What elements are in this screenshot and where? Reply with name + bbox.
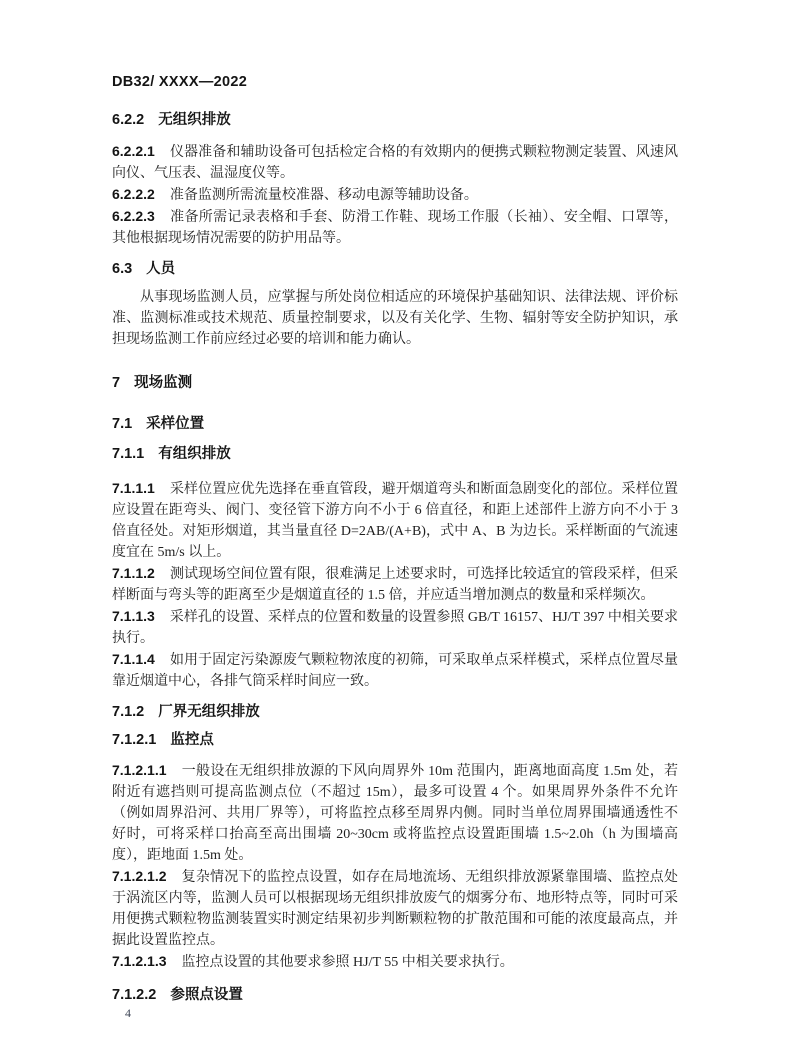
clause-paragraph-7-1-1-4	[112, 649, 678, 692]
section-number: 6.3	[112, 261, 133, 277]
clause-paragraph-6-2-2-2	[112, 184, 678, 206]
clause-number: 7.1.2.1.1	[112, 762, 167, 778]
section-heading-6-2-2	[112, 110, 678, 131]
clause-number: 7.1.1.2	[112, 565, 155, 581]
chapter-number: 7	[112, 375, 121, 391]
clause-text: 采样位置应优先选择在垂直管段，避开烟道弯头和断面急剧变化的部位。采样位置应设置在距弯头、阀门、变径管下游方向不小于 6 倍直径，和距上述部件上游方向不小于 3 倍直径处。对矩形烟道，其当量直径 D=2AB/(A+B)，式中 A、B 为边长。采样断面的气流速度宜在 5m/s 以上。	[112, 482, 678, 560]
section-heading-7-1-1	[112, 444, 678, 465]
clause-paragraph-6-2-2-3	[112, 206, 678, 249]
clause-text: 测试现场空间位置有限，很难满足上述要求时，可选择比较适宜的管段采样，但采样断面与弯头等的距离至少是烟道直径的 1.5 倍，并应适当增加测点的数量和采样频次。	[112, 567, 678, 603]
clause-text: 如用于固定污染源废气颗粒物浓度的初筛，可采取单点采样模式，采样点位置尽量靠近烟道中心，各排气筒采样时间应一致。	[112, 653, 678, 689]
clause-number: 7.1.1.4	[112, 651, 155, 667]
clause-text: 监控点设置的其他要求参照 HJ/T 55 中相关要求执行。	[181, 955, 514, 970]
section-number: 7.1.2	[112, 704, 145, 720]
clause-text: 准备监测所需流量校准器、移动电源等辅助设备。	[169, 188, 478, 203]
section-number: 7.1.2.2	[112, 987, 157, 1003]
chapter-heading-7	[112, 373, 678, 394]
section-heading-7-1-2-2	[112, 985, 678, 1006]
section-number: 6.2.2	[112, 112, 145, 128]
clause-text: 准备所需记录表格和手套、防滑工作鞋、现场工作服（长袖）、安全帽、口罩等，其他根据现场情况需要的防护用品等。	[112, 210, 678, 246]
clause-number: 6.2.2.3	[112, 208, 155, 224]
clause-paragraph-7-1-1-1	[112, 478, 678, 563]
clause-number: 7.1.1.1	[112, 480, 155, 496]
section-title: 采样位置	[146, 416, 205, 432]
clause-paragraph-7-1-2-1-2	[112, 866, 678, 951]
clause-number: 6.2.2.1	[112, 143, 155, 159]
clause-number: 7.1.2.1.2	[112, 868, 167, 884]
page-content	[112, 72, 678, 1006]
section-heading-7-1	[112, 414, 678, 435]
clause-text: 仪器准备和辅助设备可包括检定合格的有效期内的便携式颗粒物测定装置、风速风向仪、气压表、温湿度仪等。	[112, 145, 678, 181]
section-number: 7.1.1	[112, 446, 145, 462]
clause-text: 一般设在无组织排放源的下风向周界外 10m 范围内，距离地面高度 1.5m 处，若附近有遮挡则可提高监测点位（不超过 15m），最多可设置 4 个。如果周界外条件不允许（例如周界沿河、共用厂界等），可将监控点移至周界内侧。同时当单位周界围墙通透性不好时，可将采样口抬高至高出围墙 20~30cm 或将监控点设置距围墙 1.5~2.0h（h 为围墙高度），距地面 1.5m 处。	[112, 764, 678, 863]
clause-number: 7.1.1.3	[112, 608, 155, 624]
section-number: 7.1.2.1	[112, 732, 157, 748]
running-header-doc-code: DB32/ XXXX—2022	[112, 74, 248, 90]
section-title: 有组织排放	[158, 446, 231, 462]
section-title: 人员	[146, 261, 176, 277]
section-heading-7-1-2-1	[112, 730, 678, 751]
clause-number: 7.1.2.1.3	[112, 953, 167, 969]
clause-number: 6.2.2.2	[112, 186, 155, 202]
clause-text: 复杂情况下的监控点设置，如存在局地流场、无组织排放源紧靠围墙、监控点处于涡流区内等，监测人员可以根据现场无组织排放废气的烟雾分布、地形特点等，同时可采用便携式颗粒物监测装置实时测定结果初步判断颗粒物的扩散范围和可能的浓度最高点，并据此设置监控点。	[112, 870, 678, 948]
clause-text: 采样孔的设置、采样点的位置和数量的设置参照 GB/T 16157、HJ/T 397 中相关要求执行。	[112, 610, 678, 646]
clause-paragraph-7-1-1-2	[112, 563, 678, 606]
clause-paragraph-6-2-2-1	[112, 141, 678, 184]
body-paragraph-personnel: 从事现场监测人员，应掌握与所处岗位相适应的环境保护基础知识、法律法规、评价标准、监测标准或技术规范、质量控制要求，以及有关化学、生物、辐射等安全防护知识，承担现场监测工作前应经过必要的培训和能力确认。	[112, 290, 678, 347]
section-heading-6-3	[112, 259, 678, 280]
section-title: 无组织排放	[158, 112, 231, 128]
section-title: 厂界无组织排放	[158, 704, 260, 720]
section-number: 7.1	[112, 416, 133, 432]
clause-paragraph-7-1-1-3	[112, 606, 678, 649]
section-heading-7-1-2	[112, 702, 678, 723]
clause-paragraph-7-1-2-1-1	[112, 760, 678, 866]
page-number: 4	[125, 1006, 131, 1020]
clause-paragraph-7-1-2-1-3	[112, 951, 678, 973]
section-title: 监控点	[170, 732, 214, 748]
chapter-title: 现场监测	[134, 375, 193, 391]
section-title: 参照点设置	[170, 987, 243, 1003]
